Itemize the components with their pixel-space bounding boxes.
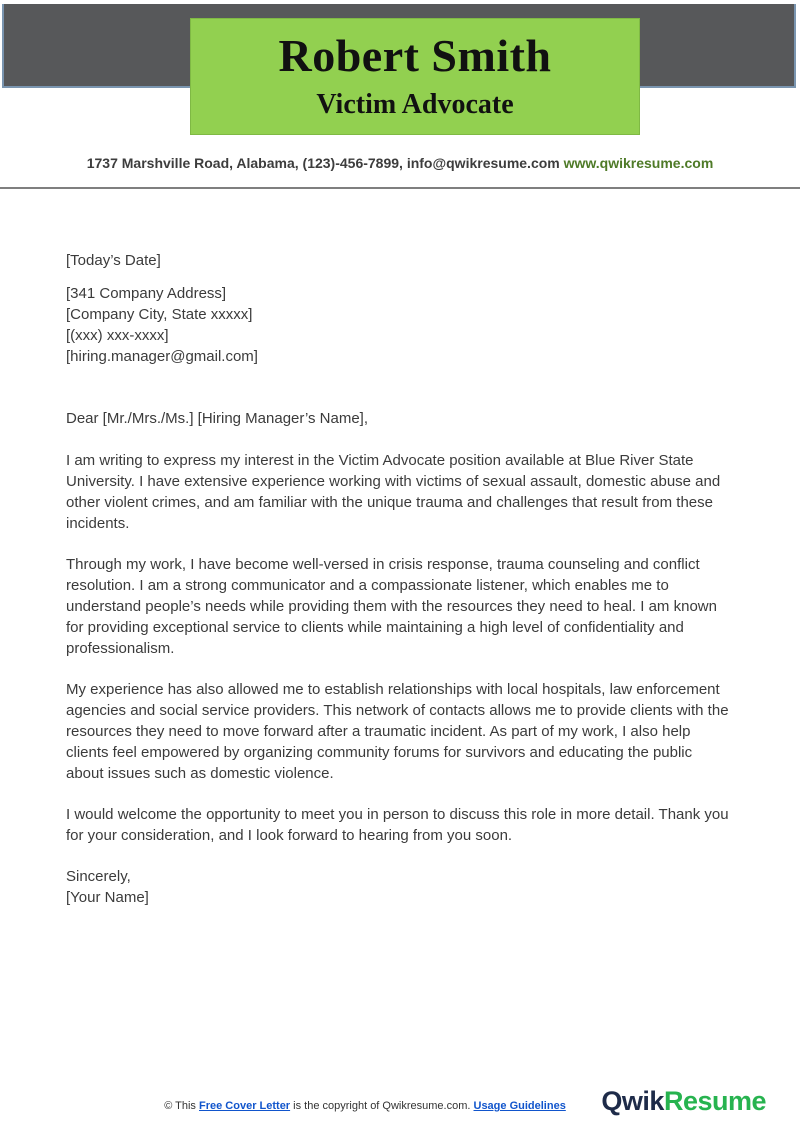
signature-placeholder: [Your Name] [66, 889, 149, 906]
copyright-text: © This [164, 1100, 199, 1112]
candidate-job-title: Victim Advocate [316, 89, 514, 120]
qwikresume-logo[interactable] [601, 1086, 766, 1116]
header [0, 0, 800, 190]
recipient-line: [Company City, State xxxxx] [66, 306, 253, 323]
salutation: Dear [Mr./Mrs./Ms.] [Hiring Manager’s Name], [66, 410, 369, 427]
body-paragraph: I would welcome the opportunity to meet you in person to discuss this role in more detail. Thank you for your consideration, and I look forward to hearing from you soon. [66, 806, 729, 844]
logo-text-qwik: Qwik [601, 1086, 664, 1116]
recipient-line: [341 Company Address] [66, 285, 227, 302]
contact-line [0, 155, 800, 171]
usage-guidelines-link[interactable]: Usage Guidelines [473, 1100, 566, 1112]
contact-info: 1737 Marshville Road, Alabama, (123)-456-7899, info@qwikresume.com [86, 155, 560, 171]
recipient-line: [(xxx) xxx-xxxx] [66, 327, 169, 344]
letter-body [0, 190, 800, 908]
body-paragraph: Through my work, I have become well-versed in crisis response, trauma counseling and conflict resolution. I am a strong communicator and a compassionate listener, which enables me to understand people’s needs while providing them with the resources they need to heal. I am known for providing exceptional service to clients while maintaining a high level of confidentiality and professionalism. [66, 556, 717, 657]
logo-text-resume: Resume [663, 1086, 766, 1116]
name-box [190, 18, 640, 135]
recipient-line: [hiring.manager@gmail.com] [66, 348, 258, 365]
website-link[interactable]: www.qwikresume.com [563, 155, 714, 171]
free-cover-letter-link[interactable]: Free Cover Letter [199, 1100, 291, 1112]
candidate-name: Robert Smith [278, 30, 552, 81]
recipient-block [66, 283, 730, 367]
closing: Sincerely, [66, 868, 131, 885]
body-paragraph: My experience has also allowed me to establish relationships with local hospitals, law enforcement agencies and social service providers. This network of contacts allows me to provide clients with the resources they need to move forward after a traumatic incident. As part of my work, I also help clients feel empowered by organizing community forums for survivors and educating the public about issues such as domestic violence. [66, 681, 729, 782]
body-paragraph: I am writing to express my interest in the Victim Advocate position available at Blue River State University. I have extensive experience working with victims of sexual assault, domestic abuse and other violent crimes, and am familiar with the unique trauma and challenges that result from these incidents. [66, 452, 721, 532]
copyright-text: is the copyright of Qwikresume.com. [290, 1100, 474, 1112]
header-divider [0, 187, 800, 189]
date-placeholder: [Today’s Date] [66, 252, 161, 269]
